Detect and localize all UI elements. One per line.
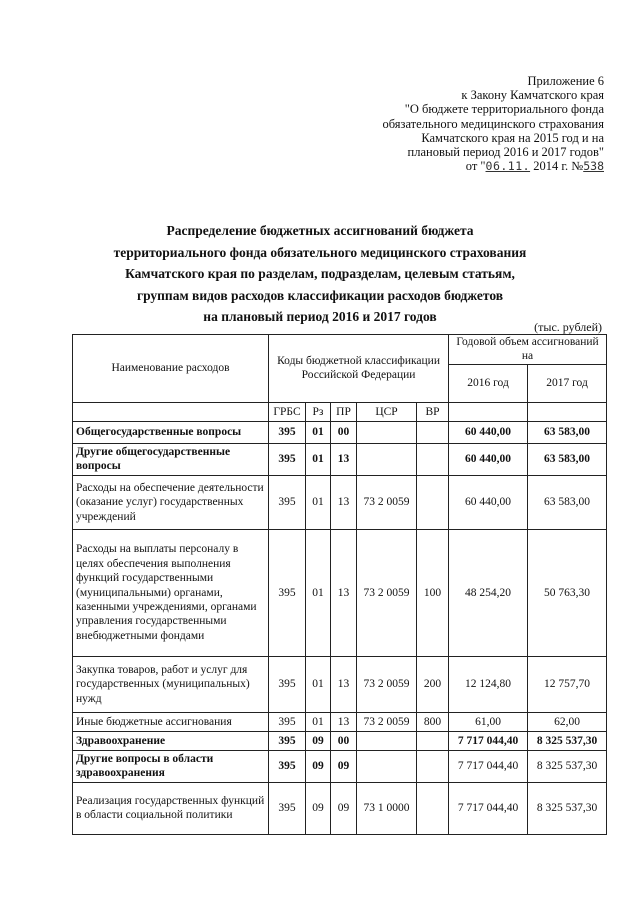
year-suffix: 2014 г. № bbox=[533, 159, 584, 174]
row-grbs: 395 bbox=[269, 421, 306, 443]
row-grbs: 395 bbox=[269, 782, 306, 834]
row-pr: 00 bbox=[331, 731, 357, 750]
row-pr: 13 bbox=[331, 529, 357, 656]
date-prefix: от " bbox=[465, 159, 486, 174]
header-budget-codes: Коды бюджетной классификации Российской Федерации bbox=[269, 335, 449, 403]
row-rz: 01 bbox=[306, 529, 331, 656]
row-pr: 13 bbox=[331, 712, 357, 731]
header-vr: ВР bbox=[417, 402, 449, 421]
document-title bbox=[60, 220, 580, 328]
row-value-2017: 62,00 bbox=[528, 712, 607, 731]
row-csr bbox=[357, 421, 417, 443]
row-rz: 09 bbox=[306, 731, 331, 750]
table-row bbox=[73, 475, 607, 529]
header-empty-cell bbox=[73, 402, 269, 421]
title-line: территориального фонда обязательного медицинского страхования bbox=[113, 244, 527, 260]
handwritten-date: 06.11. bbox=[485, 159, 531, 174]
annex-line: к Закону Камчатского края bbox=[461, 88, 604, 103]
row-rz: 01 bbox=[306, 712, 331, 731]
row-vr: 800 bbox=[417, 712, 449, 731]
row-csr: 73 2 0059 bbox=[357, 712, 417, 731]
row-csr bbox=[357, 731, 417, 750]
row-grbs: 395 bbox=[269, 475, 306, 529]
row-expense-name: Расходы на выплаты персоналу в целях обеспечения выполнения функций государственными (муниципальными) органами, казенными учреждениями, органами управления государственными внебюджетными фондами bbox=[73, 529, 269, 656]
title-line: группам видов расходов классификации расходов бюджетов bbox=[136, 287, 504, 303]
row-grbs: 395 bbox=[269, 656, 306, 712]
header-year-2016: 2016 год bbox=[449, 364, 528, 402]
row-rz: 01 bbox=[306, 475, 331, 529]
row-vr: 200 bbox=[417, 656, 449, 712]
row-value-2016: 48 254,20 bbox=[449, 529, 528, 656]
row-csr: 73 2 0059 bbox=[357, 529, 417, 656]
row-value-2016: 60 440,00 bbox=[449, 443, 528, 475]
budget-table bbox=[72, 334, 607, 835]
header-annual-volume: Годовой объем ассигнований на bbox=[449, 335, 607, 365]
row-rz: 01 bbox=[306, 656, 331, 712]
row-pr: 13 bbox=[331, 443, 357, 475]
row-csr: 73 2 0059 bbox=[357, 475, 417, 529]
annex-line: "О бюджете территориального фонда bbox=[404, 102, 604, 117]
header-csr: ЦСР bbox=[357, 402, 417, 421]
table-row bbox=[73, 712, 607, 731]
row-vr bbox=[417, 731, 449, 750]
row-grbs: 395 bbox=[269, 712, 306, 731]
row-pr: 00 bbox=[331, 421, 357, 443]
title-line: Камчатского края по разделам, подразделам, целевым статьям, bbox=[125, 266, 515, 281]
row-vr bbox=[417, 750, 449, 782]
row-value-2016: 60 440,00 bbox=[449, 475, 528, 529]
units-label: (тыс. рублей) bbox=[534, 320, 602, 334]
row-rz: 09 bbox=[306, 750, 331, 782]
row-expense-name: Реализация государственных функций в области социальной политики bbox=[73, 782, 269, 834]
handwritten-law-number: 538 bbox=[583, 159, 604, 174]
row-value-2017: 8 325 537,30 bbox=[528, 750, 607, 782]
row-vr bbox=[417, 782, 449, 834]
annex-header bbox=[344, 74, 604, 173]
annex-line: обязательного медицинского страхования bbox=[382, 116, 604, 131]
law-date-line bbox=[344, 159, 604, 173]
row-expense-name: Иные бюджетные ассигнования bbox=[73, 712, 269, 731]
row-expense-name: Закупка товаров, работ и услуг для государственных (муниципальных) нужд bbox=[73, 656, 269, 712]
row-value-2017: 63 583,00 bbox=[528, 421, 607, 443]
table-row bbox=[73, 443, 607, 475]
header-grbs: ГРБС bbox=[269, 402, 306, 421]
row-rz: 01 bbox=[306, 443, 331, 475]
row-pr: 13 bbox=[331, 475, 357, 529]
budget-table-body bbox=[73, 421, 607, 834]
row-value-2017: 63 583,00 bbox=[528, 475, 607, 529]
header-rz: Рз bbox=[306, 402, 331, 421]
row-rz: 09 bbox=[306, 782, 331, 834]
row-value-2017: 63 583,00 bbox=[528, 443, 607, 475]
row-vr bbox=[417, 421, 449, 443]
header-empty-cell bbox=[449, 402, 528, 421]
table-row bbox=[73, 782, 607, 834]
annex-line: плановый период 2016 и 2017 годов" bbox=[407, 145, 604, 160]
header-empty-cell bbox=[528, 402, 607, 421]
row-csr bbox=[357, 443, 417, 475]
header-expense-name: Наименование расходов bbox=[73, 335, 269, 403]
row-grbs: 395 bbox=[269, 529, 306, 656]
row-csr bbox=[357, 750, 417, 782]
row-value-2017: 50 763,30 bbox=[528, 529, 607, 656]
row-vr bbox=[417, 475, 449, 529]
row-value-2016: 60 440,00 bbox=[449, 421, 528, 443]
title-line: Распределение бюджетных ассигнований бюджета bbox=[166, 223, 474, 238]
row-pr: 13 bbox=[331, 656, 357, 712]
annex-line: Приложение 6 bbox=[527, 74, 604, 88]
title-line: на плановый период 2016 и 2017 годов bbox=[203, 309, 437, 324]
row-value-2016: 7 717 044,40 bbox=[449, 782, 528, 834]
row-expense-name: Другие вопросы в области здравоохранения bbox=[73, 750, 269, 782]
row-grbs: 395 bbox=[269, 750, 306, 782]
row-pr: 09 bbox=[331, 750, 357, 782]
row-expense-name: Другие общегосударственные вопросы bbox=[73, 443, 269, 475]
header-year-2017: 2017 год bbox=[528, 364, 607, 402]
row-value-2016: 61,00 bbox=[449, 712, 528, 731]
row-pr: 09 bbox=[331, 782, 357, 834]
table-row bbox=[73, 656, 607, 712]
row-expense-name: Здравоохранение bbox=[73, 731, 269, 750]
row-vr: 100 bbox=[417, 529, 449, 656]
row-expense-name: Общегосударственные вопросы bbox=[73, 421, 269, 443]
header-pr: ПР bbox=[331, 402, 357, 421]
table-row bbox=[73, 731, 607, 750]
row-expense-name: Расходы на обеспечение деятельности (оказание услуг) государственных учреждений bbox=[73, 475, 269, 529]
table-row bbox=[73, 750, 607, 782]
row-value-2017: 12 757,70 bbox=[528, 656, 607, 712]
row-csr: 73 2 0059 bbox=[357, 656, 417, 712]
row-grbs: 395 bbox=[269, 731, 306, 750]
row-csr: 73 1 0000 bbox=[357, 782, 417, 834]
annex-line: Камчатского края на 2015 год и на bbox=[421, 130, 604, 145]
table-row bbox=[73, 421, 607, 443]
row-value-2017: 8 325 537,30 bbox=[528, 731, 607, 750]
row-value-2017: 8 325 537,30 bbox=[528, 782, 607, 834]
table-row bbox=[73, 529, 607, 656]
row-rz: 01 bbox=[306, 421, 331, 443]
row-value-2016: 12 124,80 bbox=[449, 656, 528, 712]
row-value-2016: 7 717 044,40 bbox=[449, 750, 528, 782]
row-vr bbox=[417, 443, 449, 475]
row-grbs: 395 bbox=[269, 443, 306, 475]
row-value-2016: 7 717 044,40 bbox=[449, 731, 528, 750]
